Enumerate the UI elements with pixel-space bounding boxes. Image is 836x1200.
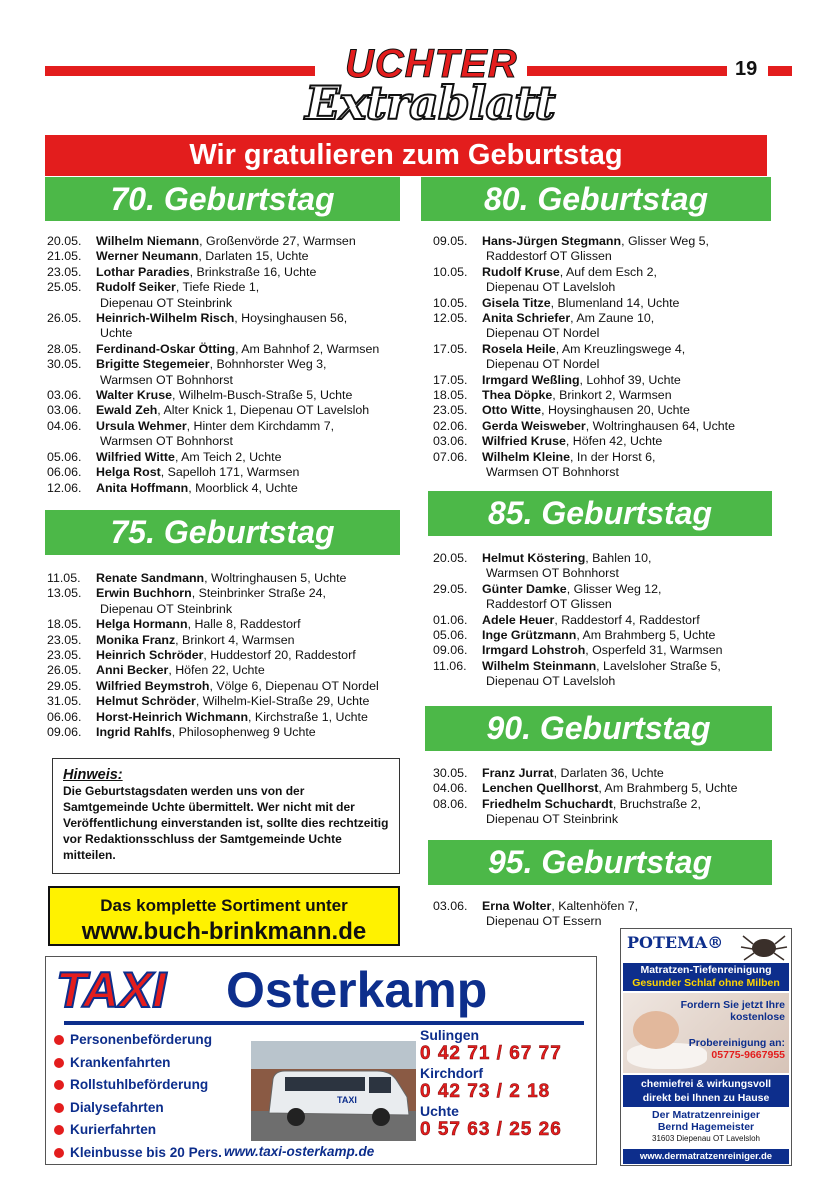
entry-name: Helga Hormann (96, 617, 188, 632)
entry-name: Erwin Buchhorn (96, 586, 192, 601)
entry-address: , Kirchstraße 1, Uchte (248, 709, 368, 724)
entry-address: , Am Brahmberg 5, Uchte (576, 628, 716, 643)
birthday-entry (47, 663, 379, 678)
birthday-entry (47, 710, 379, 725)
entry-name: Anita Hoffmann (96, 480, 189, 495)
entry-address: , Hoysinghausen 56, (234, 311, 348, 326)
entry-name: Franz Jurrat (482, 766, 554, 780)
birthday-entry (433, 628, 723, 643)
entry-address-continued: Raddestorf OT Glissen (486, 249, 612, 264)
birthday-entry (433, 450, 735, 465)
entry-address: , Am Brahmberg 5, Uchte (598, 781, 738, 796)
birthday-entry (433, 797, 737, 812)
entry-address-continued: Warmsen OT Bohnhorst (486, 465, 619, 480)
bookstore-ad (48, 886, 400, 946)
entry-name: Irmgard Weßling (482, 372, 580, 387)
potema-claims (623, 1075, 789, 1107)
entry-date: 02.06. (433, 418, 468, 433)
bookstore-ad-url[interactable]: www.buch-brinkmann.de (81, 918, 367, 945)
entry-address-continued: Uchte (100, 326, 133, 341)
entry-name: Brigitte Stegemeier (96, 357, 210, 372)
entry-address: , Am Kreuzlingswege 4, (555, 341, 686, 356)
entry-address-continued: Diepenau OT Nordel (486, 326, 600, 341)
taxi-url[interactable]: www.taxi-osterkamp.de (224, 1144, 375, 1159)
entry-name: Wilfried Witte (96, 449, 175, 464)
birthday-entry (47, 725, 379, 740)
entry-address-continued: Warmsen OT Bohnhorst (100, 372, 233, 387)
entry-name: Hans-Jürgen Stegmann (482, 234, 622, 248)
entry-date: 18.05. (47, 617, 82, 632)
entry-address: , Halle 8, Raddestorf (187, 617, 301, 632)
taxi-phones (420, 1027, 562, 1141)
birthday-entry (433, 766, 737, 781)
entry-address: , Tiefe Riede 1, (175, 280, 260, 295)
birthday-entry (433, 781, 737, 796)
entry-date: 26.05. (47, 663, 82, 678)
entry-address: , Höfen 22, Uchte (168, 663, 265, 678)
section-heading-95: 95. Geburtstag (428, 840, 772, 885)
entry-name: Irmgard Lohstroh (482, 643, 586, 658)
mite-icon (739, 931, 789, 963)
entry-date: 11.05. (47, 571, 81, 585)
birthday-entry (47, 357, 379, 372)
entry-address-continued: Diepenau OT Lavelsloh (486, 674, 616, 689)
birthday-entry (47, 249, 379, 264)
entry-date: 18.05. (433, 388, 468, 403)
notice-box (52, 758, 400, 874)
entry-name: Monika Franz (96, 632, 176, 647)
entry-date: 20.05. (433, 551, 468, 565)
potema-line1: Matratzen-Tiefenreinigung (640, 964, 772, 976)
potema-brand: POTEMA® (627, 933, 724, 952)
entry-address: , Glisser Weg 5, (621, 234, 709, 248)
entry-address-continued: Diepenau OT Steinbrink (486, 812, 619, 827)
potema-probe-label: Probereinigung an: (688, 1037, 785, 1049)
taxi-service-item: Rollstuhlbeförderung (54, 1074, 222, 1097)
entry-address: , Wilhelm-Busch-Straße 5, Uchte (171, 388, 353, 403)
potema-offer: Fordern Sie jetzt Ihre kostenlose (680, 999, 785, 1023)
entry-name: Rudolf Kruse (482, 264, 560, 279)
birthday-entry (47, 648, 379, 663)
birthday-entry (433, 582, 723, 597)
potema-address: 31603 Diepenau OT Lavelsloh (652, 1134, 760, 1143)
entry-address: , Bohnhorster Weg 3, (209, 357, 327, 372)
entry-name: Heinrich-Wilhelm Risch (96, 311, 235, 326)
entry-address: , Alter Knick 1, Diepenau OT Lavelsloh (157, 403, 370, 418)
entry-address: , In der Horst 6, (570, 449, 656, 464)
entry-address: , Blumenland 14, Uchte (550, 295, 680, 310)
entry-name: Gisela Titze (482, 295, 551, 310)
entry-address: , Großenvörde 27, Warmsen (199, 234, 356, 248)
entry-date: 31.05. (47, 694, 82, 709)
entry-name: Wilhelm Niemann (96, 234, 200, 248)
entry-name: Günter Damke (482, 581, 567, 596)
entry-date: 21.05. (47, 249, 82, 264)
birthday-list-75 (47, 571, 379, 740)
svg-text:TAXI: TAXI (337, 1095, 357, 1105)
masthead-logo-top: UCHTER (345, 42, 518, 86)
birthday-entry (433, 419, 735, 434)
entry-address-continued: Raddestorf OT Glissen (486, 597, 612, 612)
birthday-entry (47, 419, 379, 434)
entry-date: 04.06. (433, 781, 468, 796)
taxi-service-item: Krankenfahrten (54, 1052, 222, 1075)
birthday-entry (433, 434, 735, 449)
birthday-list-95 (433, 899, 638, 930)
entry-address: , Darlaten 36, Uchte (553, 766, 664, 780)
taxi-logo-word: TAXI (56, 962, 167, 1018)
birthday-entry (433, 265, 735, 280)
entry-address-continued: Diepenau OT Steinbrink (100, 295, 233, 310)
section-heading-70: 70. Geburtstag (45, 177, 400, 221)
entry-date: 28.05. (47, 341, 82, 356)
bullet-icon (54, 1125, 64, 1135)
entry-name: Werner Neumann (96, 249, 199, 264)
entry-date: 03.06. (433, 899, 468, 913)
entry-address-continued: Diepenau OT Steinbrink (100, 601, 233, 616)
taxi-ad (45, 956, 597, 1165)
minibus-photo-icon (251, 1041, 416, 1141)
section-heading-90: 90. Geburtstag (425, 706, 772, 751)
birthday-entry (433, 643, 723, 658)
entry-date: 10.05. (433, 264, 468, 279)
entry-address: , Wilhelm-Kiel-Straße 29, Uchte (195, 694, 370, 709)
birthday-entry (47, 265, 379, 280)
birthday-entry (433, 551, 723, 566)
section-heading-85: 85. Geburtstag (428, 491, 772, 536)
entry-name: Helmut Schröder (96, 694, 196, 709)
entry-address-continued: Warmsen OT Bohnhorst (100, 434, 233, 449)
entry-date: 12.06. (47, 480, 82, 495)
entry-date: 06.06. (47, 465, 82, 480)
entry-address: , Philosophenweg 9 Uchte (171, 725, 316, 740)
entry-address: , Brinkstraße 16, Uchte (189, 264, 317, 279)
birthday-entry (433, 296, 735, 311)
taxi-service-item: Personenbeförderung (54, 1029, 222, 1052)
entry-address: , Raddestorf 4, Raddestorf (554, 612, 700, 627)
potema-company2: Bernd Hagemeister (657, 1121, 755, 1133)
entry-name: Walter Kruse (96, 388, 172, 403)
entry-date: 17.05. (433, 372, 468, 387)
entry-date: 20.05. (47, 234, 82, 248)
entry-address: , Huddestorf 20, Raddestorf (203, 648, 356, 663)
birthday-entry (47, 586, 379, 601)
entry-address: , Brinkort 2, Warmsen (552, 388, 672, 403)
taxi-logo-underline (64, 1021, 584, 1025)
birthday-list-80 (433, 234, 735, 481)
taxi-service-item: Kleinbusse bis 20 Pers. (54, 1142, 222, 1165)
birthday-entry (47, 234, 379, 249)
birthday-entry (47, 694, 379, 709)
potema-claim2: direkt bei Ihnen zu Hause (642, 1092, 770, 1104)
entry-date: 04.06. (47, 418, 82, 433)
taxi-services-list (54, 1029, 222, 1164)
bullet-icon (54, 1148, 64, 1158)
notice-title: Hinweis: (63, 767, 123, 783)
entry-date: 03.06. (47, 388, 82, 403)
birthday-entry (47, 403, 379, 418)
entry-name: Adele Heuer (482, 612, 555, 627)
birthday-entry (47, 280, 379, 295)
entry-date: 09.06. (433, 643, 468, 658)
entry-name: Lothar Paradies (96, 264, 190, 279)
birthday-entry (433, 342, 735, 357)
entry-name: Wilhelm Kleine (482, 449, 571, 464)
birthday-entry (433, 234, 735, 249)
entry-date: 09.05. (433, 234, 468, 248)
entry-address-continued: Diepenau OT Nordel (486, 357, 600, 372)
entry-name: Ursula Wehmer (96, 418, 187, 433)
entry-date: 11.06. (433, 658, 467, 673)
entry-address: , Kaltenhöfen 7, (551, 899, 639, 913)
entry-name: Ferdinand-Oskar Ötting (96, 341, 236, 356)
entry-address: , Bahlen 10, (585, 551, 652, 565)
entry-date: 03.06. (433, 434, 468, 449)
birthday-entry (47, 342, 379, 357)
entry-name: Thea Döpke (482, 388, 553, 403)
entry-address: , Darlaten 15, Uchte (198, 249, 309, 264)
entry-address: , Woltringhausen 5, Uchte (204, 571, 347, 585)
taxi-service-item: Kurierfahrten (54, 1119, 222, 1142)
entry-name: Heinrich Schröder (96, 648, 204, 663)
entry-date: 29.05. (47, 678, 82, 693)
potema-probe (661, 1037, 785, 1061)
entry-address: , Bruchstraße 2, (612, 796, 701, 811)
entry-name: Helmut Köstering (482, 551, 586, 565)
potema-phone[interactable]: 05775-9667955 (711, 1049, 785, 1061)
entry-date: 29.05. (433, 581, 468, 596)
entry-date: 08.06. (433, 796, 468, 811)
entry-address: , Am Teich 2, Uchte (174, 449, 282, 464)
birthday-entry (47, 633, 379, 648)
birthday-entry (47, 481, 379, 496)
header-rule-left (45, 66, 315, 76)
taxi-city: Sulingen (420, 1027, 480, 1043)
entry-date: 12.05. (433, 311, 468, 326)
birthday-entry (433, 899, 638, 914)
entry-date: 06.06. (47, 709, 82, 724)
birthday-entry (433, 613, 723, 628)
entry-name: Otto Witte (482, 403, 542, 418)
birthday-entry (47, 388, 379, 403)
entry-address-continued: Diepenau OT Essern (486, 914, 602, 929)
entry-name: Horst-Heinrich Wichmann (96, 709, 249, 724)
entry-name: Rosela Heile (482, 341, 556, 356)
potema-headline (623, 963, 789, 991)
birthday-list-70 (47, 234, 379, 496)
entry-address-continued: Warmsen OT Bohnhorst (486, 566, 619, 581)
birthday-entry (47, 679, 379, 694)
entry-address: , Am Zaune 10, (570, 311, 655, 326)
page-title-banner: Wir gratulieren zum Geburtstag (45, 135, 767, 176)
notice-body: Die Geburtstagsdaten werden uns von der Samtgemeinde Uchte übermittelt. Wer nicht mit der Veröffentlichung einverstanden ist, sollte dies rechtzeitig vor Redaktionsschluss der Samtgemeinde Uchte mitteilen. (63, 784, 389, 862)
taxi-phone-number[interactable]: 0 42 71 / 67 77 (420, 1043, 562, 1064)
entry-date: 30.05. (47, 357, 82, 372)
birthday-entry (47, 465, 379, 480)
entry-address: , Auf dem Esch 2, (559, 264, 657, 279)
potema-line2: Gesunder Schlaf ohne Milben (632, 977, 780, 989)
entry-date: 03.06. (47, 403, 82, 418)
section-heading-75: 75. Geburtstag (45, 510, 400, 555)
entry-name: Rudolf Seiker (96, 280, 176, 295)
entry-name: Renate Sandmann (96, 571, 205, 585)
entry-name: Helga Rost (96, 465, 161, 480)
entry-date: 23.05. (47, 264, 82, 279)
birthday-list-90 (433, 766, 737, 828)
birthday-entry (47, 311, 379, 326)
bullet-icon (54, 1080, 64, 1090)
entry-name: Ingrid Rahlfs (96, 725, 172, 740)
entry-date: 07.06. (433, 449, 468, 464)
entry-date: 25.05. (47, 280, 82, 295)
entry-name: Gerda Weisweber (482, 418, 586, 433)
entry-name: Inge Grützmann (482, 628, 577, 643)
entry-address: , Am Bahnhof 2, Warmsen (235, 341, 380, 356)
entry-address-continued: Diepenau OT Lavelsloh (486, 280, 616, 295)
entry-date: 05.06. (47, 449, 82, 464)
entry-date: 05.06. (433, 628, 468, 643)
entry-date: 23.05. (433, 403, 468, 418)
entry-name: Wilhelm Steinmann (482, 658, 597, 673)
entry-address: , Woltringhausen 64, Uchte (585, 418, 735, 433)
entry-address: , Moorblick 4, Uchte (188, 480, 298, 495)
entry-date: 01.06. (433, 612, 468, 627)
taxi-service-item: Dialysefahrten (54, 1097, 222, 1120)
entry-name: Anni Becker (96, 663, 169, 678)
entry-date: 09.06. (47, 725, 82, 740)
potema-ad (620, 928, 792, 1166)
entry-date: 13.05. (47, 586, 82, 601)
entry-name: Lenchen Quellhorst (482, 781, 599, 796)
potema-url[interactable]: www.dermatratzenreiniger.de (623, 1149, 789, 1164)
birthday-entry (47, 571, 379, 586)
entry-address: , Steinbrinker Straße 24, (191, 586, 326, 601)
entry-address: , Osperfeld 31, Warmsen (585, 643, 723, 658)
birthday-entry (47, 617, 379, 632)
entry-address: , Sapelloh 171, Warmsen (160, 465, 300, 480)
birthday-list-85 (433, 551, 723, 690)
header-rule-far (768, 66, 792, 76)
entry-date: 10.05. (433, 295, 468, 310)
taxi-phone-number[interactable]: 0 42 73 / 2 18 (420, 1081, 551, 1102)
entry-name: Friedhelm Schuchardt (482, 796, 613, 811)
entry-address: , Höfen 42, Uchte (565, 434, 663, 449)
potema-company (623, 1109, 789, 1145)
entry-date: 23.05. (47, 648, 82, 663)
birthday-entry (433, 311, 735, 326)
taxi-city: Uchte (420, 1103, 459, 1119)
bookstore-ad-tagline: Das komplette Sortiment unter (100, 896, 348, 915)
bullet-icon (54, 1035, 64, 1045)
entry-address: , Brinkort 4, Warmsen (175, 632, 295, 647)
header-rule-right (527, 66, 727, 76)
entry-address: , Lohhof 39, Uchte (579, 372, 681, 387)
entry-date: 26.05. (47, 311, 82, 326)
entry-name: Ewald Zeh (96, 403, 158, 418)
birthday-entry (433, 373, 735, 388)
entry-name: Anita Schriefer (482, 311, 571, 326)
entry-name: Wilfried Kruse (482, 434, 566, 449)
page-number: 19 (735, 58, 758, 80)
entry-address: , Hoysinghausen 20, Uchte (541, 403, 690, 418)
entry-date: 23.05. (47, 632, 82, 647)
section-heading-80: 80. Geburtstag (421, 177, 771, 221)
potema-claim1: chemiefrei & wirkungsvoll (640, 1078, 772, 1090)
entry-address: , Hinter dem Kirchdamm 7, (186, 418, 335, 433)
potema-company1: Der Matratzenreiniger (652, 1109, 760, 1121)
bullet-icon (54, 1103, 64, 1113)
birthday-entry (433, 388, 735, 403)
taxi-phone-number[interactable]: 0 57 63 / 25 26 (420, 1119, 562, 1140)
entry-date: 17.05. (433, 341, 468, 356)
birthday-entry (433, 659, 723, 674)
entry-name: Wilfried Beymstroh (96, 678, 210, 693)
birthday-entry (47, 450, 379, 465)
birthday-entry (433, 403, 735, 418)
entry-address: , Völge 6, Diepenau OT Nordel (209, 678, 379, 693)
entry-address: , Lavelsloher Straße 5, (596, 658, 721, 673)
bullet-icon (54, 1058, 64, 1068)
taxi-logo-name: Osterkamp (226, 962, 488, 1018)
taxi-city: Kirchdorf (420, 1065, 483, 1081)
masthead-logo-bottom: Extrablatt (305, 76, 555, 130)
entry-name: Erna Wolter (482, 899, 552, 913)
entry-date: 30.05. (433, 766, 468, 780)
entry-address: , Glisser Weg 12, (566, 581, 662, 596)
